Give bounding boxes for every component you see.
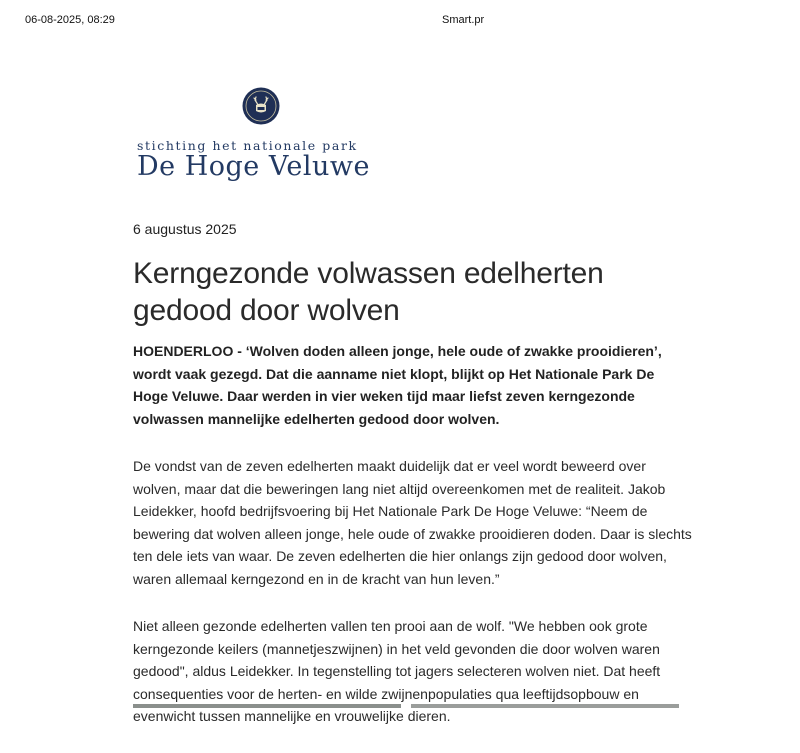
article-photo [133,704,401,708]
article-photo [411,704,679,708]
logo-foundation-text: stichting het nationale park [137,138,358,153]
article-lead: HOENDERLOO - ‘Wolven doden alleen jonge, hele oude of zwakke prooidieren’, wordt vaak gezegd. Dat die aanname niet klopt, blijkt op Het Nationale Park De Hoge Veluwe. Daar werden in vier weken tijd maar liefst zeven kerngezonde volwassen mannelijke edelherten gedood door wolven. [133,343,662,427]
print-datetime: 06-08-2025, 08:29 [25,14,115,26]
article-paragraph: Niet alleen gezonde edelherten vallen ten prooi aan de wolf. "We hebben ook grote kerngezonde keilers (mannetjeszwijnen) in het veld gevonden die door wolven waren gedood", aldus Leidekker. In tegenstelling tot jagers selecteren wolven niet. Dat heeft consequenties voor de herten- en wilde zwijnenpopulaties qua leeftijdsopbouw en evenwicht tussen mannelijke en vrouwelijke dieren. [133,618,661,724]
print-site-name: Smart.pr [442,14,485,26]
article-paragraph: De vondst van de zeven edelherten maakt duidelijk dat er veel wordt beweerd over wolven, maar dat die beweringen lang niet altijd overeenkomen met de realiteit. Jakob Leidekker, hoofd bedrijfsvoering bij Het Nationale Park De Hoge Veluwe: “Neem de bewering dat wolven alleen jonge, hele oude of zwakke prooidieren doden. Daar is slechts ten dele iets van waar. De zeven edelherten die hier onlangs zijn gedood door wolven, waren allemaal kerngezond en in de kracht van hun leven.” [133,458,692,587]
article-content [133,220,693,753]
article-headline: Kerngezonde volwassen edelherten gedood door wolven [133,257,604,327]
deer-emblem-icon [242,87,280,125]
logo-park-name: De Hoge Veluwe [137,151,370,182]
print-header [0,14,800,30]
article-date: 6 augustus 2025 [133,221,237,237]
